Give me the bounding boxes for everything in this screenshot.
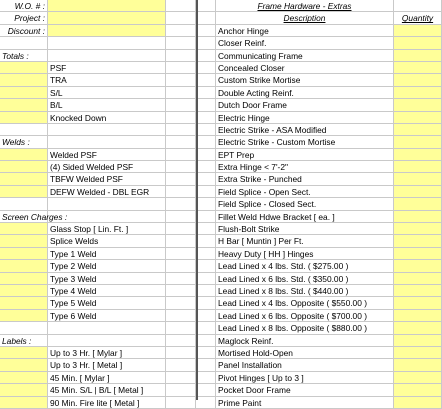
section-title: Frame Hardware - Extras: [216, 0, 394, 12]
hardware-item-label: Lead Lined x 8 lbs. Std. ( $440.00 ): [216, 285, 394, 297]
screen-charge-item-input[interactable]: [0, 285, 48, 297]
empty-cell: [196, 347, 216, 359]
empty-cell: [166, 322, 196, 334]
screen-charge-item-label: Type 2 Weld: [48, 260, 166, 272]
empty-cell: [196, 384, 216, 396]
empty-cell: [196, 124, 216, 136]
sheet-row: [0, 322, 442, 334]
empty-cell: [166, 87, 196, 99]
sheet-row: [0, 223, 442, 235]
labels-item-input[interactable]: [0, 372, 48, 384]
hardware-quantity-input[interactable]: [394, 384, 442, 396]
sheet-row: [0, 25, 442, 37]
hardware-quantity-input[interactable]: [394, 397, 442, 409]
sheet-row: [0, 74, 442, 86]
project-input[interactable]: [48, 12, 166, 24]
hardware-item-label: Extra Strike - Punched: [216, 173, 394, 185]
hardware-item-label: Electric Hinge: [216, 112, 394, 124]
hardware-quantity-input[interactable]: [394, 273, 442, 285]
hardware-quantity-input[interactable]: [394, 285, 442, 297]
screen-charges-section-label: Screen Charges :: [2, 211, 68, 222]
totals-item-label: PSF: [48, 62, 166, 74]
sheet-row: [0, 384, 442, 396]
sheet-row: [0, 397, 442, 409]
empty-cell: [166, 297, 196, 309]
empty-cell: [196, 87, 216, 99]
hardware-quantity-input[interactable]: [394, 223, 442, 235]
hardware-item-label: Electric Strike - Custom Mortise: [216, 136, 394, 148]
hardware-quantity-input[interactable]: [394, 211, 442, 223]
empty-cell: [166, 173, 196, 185]
hardware-item-label: Panel Installation: [216, 359, 394, 371]
hardware-item-label: Lead Lined x 4 lbs. Std. ( $275.00 ): [216, 260, 394, 272]
sheet-row: [0, 50, 442, 62]
empty-cell: [166, 112, 196, 124]
empty-cell: [166, 198, 196, 210]
sheet-row: [0, 347, 442, 359]
hardware-quantity-input[interactable]: [394, 25, 442, 37]
empty-cell: [166, 359, 196, 371]
screen-charge-item-input[interactable]: [0, 223, 48, 235]
empty-cell: [166, 0, 196, 12]
empty-cell: [166, 384, 196, 396]
empty-cell: [48, 37, 166, 49]
empty-cell: [196, 322, 216, 334]
empty-cell: [196, 310, 216, 322]
hardware-item-label: Pocket Door Frame: [216, 384, 394, 396]
sheet-row: [0, 112, 442, 124]
totals-item-input[interactable]: [0, 99, 48, 111]
empty-cell: [48, 198, 166, 210]
empty-cell: [394, 0, 442, 12]
totals-section-label: Totals :: [0, 50, 48, 62]
hardware-item-label: Lead Lined x 4 lbs. Opposite ( $550.00 ): [216, 297, 394, 309]
hardware-quantity-input[interactable]: [394, 112, 442, 124]
sheet-row: [0, 211, 442, 223]
empty-cell: [48, 211, 166, 223]
empty-cell: [196, 74, 216, 86]
hardware-quantity-input[interactable]: [394, 87, 442, 99]
screen-charge-item-input[interactable]: [0, 260, 48, 272]
empty-cell: [166, 161, 196, 173]
hardware-quantity-input[interactable]: [394, 149, 442, 161]
empty-cell: [166, 248, 196, 260]
totals-item-label: TRA: [48, 74, 166, 86]
hardware-quantity-input[interactable]: [394, 50, 442, 62]
hardware-quantity-input[interactable]: [394, 322, 442, 334]
empty-cell: [0, 322, 48, 334]
hardware-item-label: Fillet Weld Hdwe Bracket [ ea. ]: [216, 211, 394, 223]
sheet-row: [0, 248, 442, 260]
project-label: Project :: [0, 12, 48, 24]
empty-cell: [166, 397, 196, 409]
hardware-item-label: Lead Lined x 6 lbs. Opposite ( $700.00 ): [216, 310, 394, 322]
hardware-item-label: Pivot Hinges [ Up to 3 ]: [216, 372, 394, 384]
hardware-item-label: Field Splice - Closed Sect.: [216, 198, 394, 210]
sheet-row: [0, 161, 442, 173]
screen-charge-item-label: Glass Stop [ Lin. Ft. ]: [48, 223, 166, 235]
empty-cell: [196, 297, 216, 309]
empty-cell: [196, 248, 216, 260]
sheet-row: [0, 0, 442, 12]
sheet-row: [0, 124, 442, 136]
empty-cell: [166, 62, 196, 74]
empty-cell: [166, 273, 196, 285]
empty-cell: [196, 161, 216, 173]
empty-cell: [166, 223, 196, 235]
empty-cell: [166, 74, 196, 86]
hardware-quantity-input[interactable]: [394, 347, 442, 359]
labels-item-label: 45 Min. S/L | B/L [ Metal ]: [48, 384, 166, 396]
hardware-item-label: Anchor Hinge: [216, 25, 394, 37]
screen-charge-item-input[interactable]: [0, 273, 48, 285]
welds-item-label: Welded PSF: [48, 149, 166, 161]
empty-cell: [166, 149, 196, 161]
hardware-quantity-input[interactable]: [394, 310, 442, 322]
hardware-item-label: Flush-Bolt Strike: [216, 223, 394, 235]
hardware-item-label: Electric Strike - ASA Modified: [216, 124, 394, 136]
hardware-quantity-input[interactable]: [394, 235, 442, 247]
hardware-quantity-input[interactable]: [394, 198, 442, 210]
totals-item-input[interactable]: [0, 112, 48, 124]
empty-cell: [166, 124, 196, 136]
hardware-item-label: EPT Prep: [216, 149, 394, 161]
discount-label: Discount :: [0, 25, 48, 37]
labels-item-label: 90 Min. Fire lite [ Metal ]: [48, 397, 166, 409]
wo-label: W.O. # :: [0, 0, 48, 12]
empty-cell: [196, 12, 216, 24]
screen-charge-item-label: Splice Welds: [48, 235, 166, 247]
hardware-item-label: Lead Lined x 8 lbs. Opposite ( $880.00 ): [216, 322, 394, 334]
empty-cell: [166, 260, 196, 272]
empty-cell: [166, 347, 196, 359]
welds-item-label: TBFW Welded PSF: [48, 173, 166, 185]
empty-cell: [196, 149, 216, 161]
wo-input[interactable]: [48, 0, 166, 12]
hardware-quantity-input[interactable]: [394, 136, 442, 148]
welds-item-label: DEFW Welded - DBL EGR: [48, 186, 166, 198]
labels-item-label: Up to 3 Hr. [ Mylar ]: [48, 347, 166, 359]
sheet-row: [0, 198, 442, 210]
labels-item-label: 45 Min. [ Mylar ]: [48, 372, 166, 384]
empty-cell: [166, 372, 196, 384]
empty-cell: [0, 124, 48, 136]
sheet-row: [0, 235, 442, 247]
hardware-item-label: Heavy Duty [ HH ] Hinges: [216, 248, 394, 260]
sheet-row: [0, 273, 442, 285]
welds-item-input[interactable]: [0, 149, 48, 161]
hardware-item-label: Lead Lined x 6 lbs. Std. ( $350.00 ): [216, 273, 394, 285]
hardware-item-label: Maglock Reinf.: [216, 335, 394, 347]
labels-item-input[interactable]: [0, 347, 48, 359]
sheet-row: [0, 310, 442, 322]
welds-item-input[interactable]: [0, 173, 48, 185]
empty-cell: [166, 99, 196, 111]
empty-cell: [166, 211, 196, 223]
labels-item-label: Up to 3 Hr. [ Metal ]: [48, 359, 166, 371]
column-divider: [196, 0, 198, 400]
empty-cell: [196, 50, 216, 62]
screen-charge-item-input[interactable]: [0, 235, 48, 247]
empty-cell: [166, 136, 196, 148]
sheet-row: [0, 37, 442, 49]
empty-cell: [166, 310, 196, 322]
screen-charge-item-input[interactable]: [0, 248, 48, 260]
empty-cell: [48, 50, 166, 62]
hardware-item-label: Mortised Hold-Open: [216, 347, 394, 359]
empty-cell: [48, 124, 166, 136]
sheet-row: [0, 173, 442, 185]
hardware-quantity-input[interactable]: [394, 297, 442, 309]
description-header: Description: [216, 12, 394, 24]
empty-cell: [166, 37, 196, 49]
welds-section-label: Welds :: [0, 136, 48, 148]
hardware-quantity-input[interactable]: [394, 335, 442, 347]
empty-cell: [196, 211, 216, 223]
hardware-quantity-input[interactable]: [394, 359, 442, 371]
empty-cell: [0, 198, 48, 210]
hardware-quantity-input[interactable]: [394, 372, 442, 384]
empty-cell: [196, 372, 216, 384]
totals-item-label: S/L: [48, 87, 166, 99]
hardware-quantity-input[interactable]: [394, 62, 442, 74]
totals-item-label: B/L: [48, 99, 166, 111]
empty-cell: [166, 235, 196, 247]
empty-cell: [196, 136, 216, 148]
empty-cell: [196, 62, 216, 74]
empty-cell: [196, 335, 216, 347]
sheet-row: [0, 149, 442, 161]
totals-item-input[interactable]: [0, 87, 48, 99]
screen-charge-item-input[interactable]: [0, 310, 48, 322]
hardware-item-label: Concealed Closer: [216, 62, 394, 74]
quantity-header: Quantity: [394, 12, 442, 24]
welds-item-input[interactable]: [0, 186, 48, 198]
hardware-quantity-input[interactable]: [394, 124, 442, 136]
totals-item-input[interactable]: [0, 62, 48, 74]
labels-item-input[interactable]: [0, 397, 48, 409]
sheet-row: [0, 186, 442, 198]
empty-cell: [196, 397, 216, 409]
empty-cell: [166, 50, 196, 62]
totals-item-input[interactable]: [0, 74, 48, 86]
sheet-row: [0, 12, 442, 24]
empty-cell: [48, 136, 166, 148]
screen-charge-item-label: Type 4 Weld: [48, 285, 166, 297]
sheet-row: [0, 359, 442, 371]
sheet-row: [0, 297, 442, 309]
hardware-quantity-input[interactable]: [394, 37, 442, 49]
hardware-quantity-input[interactable]: [394, 99, 442, 111]
hardware-item-label: Extra Hinge < 7'-2": [216, 161, 394, 173]
screen-charge-item-label: Type 5 Weld: [48, 297, 166, 309]
hardware-quantity-input[interactable]: [394, 248, 442, 260]
sheet-row: [0, 87, 442, 99]
empty-cell: [196, 0, 216, 12]
hardware-quantity-input[interactable]: [394, 186, 442, 198]
empty-cell: [48, 322, 166, 334]
empty-cell: [196, 186, 216, 198]
labels-item-input[interactable]: [0, 359, 48, 371]
empty-cell: [196, 235, 216, 247]
empty-cell: [166, 335, 196, 347]
empty-cell: [196, 359, 216, 371]
empty-cell: [196, 223, 216, 235]
empty-cell: [0, 37, 48, 49]
hardware-item-label: H Bar [ Muntin ] Per Ft.: [216, 235, 394, 247]
discount-input[interactable]: [48, 25, 166, 37]
labels-item-input[interactable]: [0, 384, 48, 396]
hardware-item-label: Custom Strike Mortise: [216, 74, 394, 86]
welds-item-label: (4) Sided Welded PSF: [48, 161, 166, 173]
sheet-row: [0, 285, 442, 297]
empty-cell: [196, 99, 216, 111]
sheet-row: [0, 260, 442, 272]
empty-cell: [196, 112, 216, 124]
hardware-quantity-input[interactable]: [394, 260, 442, 272]
screen-charge-item-label: Type 3 Weld: [48, 273, 166, 285]
empty-cell: [166, 285, 196, 297]
empty-cell: [196, 260, 216, 272]
hardware-item-label: Prime Paint: [216, 397, 394, 409]
empty-cell: [196, 285, 216, 297]
hardware-item-label: Double Acting Reinf.: [216, 87, 394, 99]
labels-section-label: Labels :: [0, 335, 48, 347]
empty-cell: [196, 198, 216, 210]
empty-cell: [166, 25, 196, 37]
sheet-row: [0, 99, 442, 111]
hardware-item-label: Closer Reinf.: [216, 37, 394, 49]
totals-item-label: Knocked Down: [48, 112, 166, 124]
empty-cell: [166, 186, 196, 198]
empty-cell: [196, 25, 216, 37]
sheet-row: [0, 62, 442, 74]
sheet-row: [0, 136, 442, 148]
hardware-quantity-input[interactable]: [394, 74, 442, 86]
empty-cell: [196, 273, 216, 285]
hardware-quantity-input[interactable]: [394, 161, 442, 173]
empty-cell: [166, 12, 196, 24]
welds-item-input[interactable]: [0, 161, 48, 173]
screen-charge-item-label: Type 6 Weld: [48, 310, 166, 322]
hardware-item-label: Dutch Door Frame: [216, 99, 394, 111]
empty-cell: [48, 335, 166, 347]
empty-cell: [196, 173, 216, 185]
hardware-item-label: Field Splice - Open Sect.: [216, 186, 394, 198]
screen-charge-item-label: Type 1 Weld: [48, 248, 166, 260]
screen-charge-item-input[interactable]: [0, 297, 48, 309]
hardware-item-label: Communicating Frame: [216, 50, 394, 62]
hardware-quantity-input[interactable]: [394, 173, 442, 185]
empty-cell: [196, 37, 216, 49]
sheet-row: [0, 335, 442, 347]
sheet-row: [0, 372, 442, 384]
